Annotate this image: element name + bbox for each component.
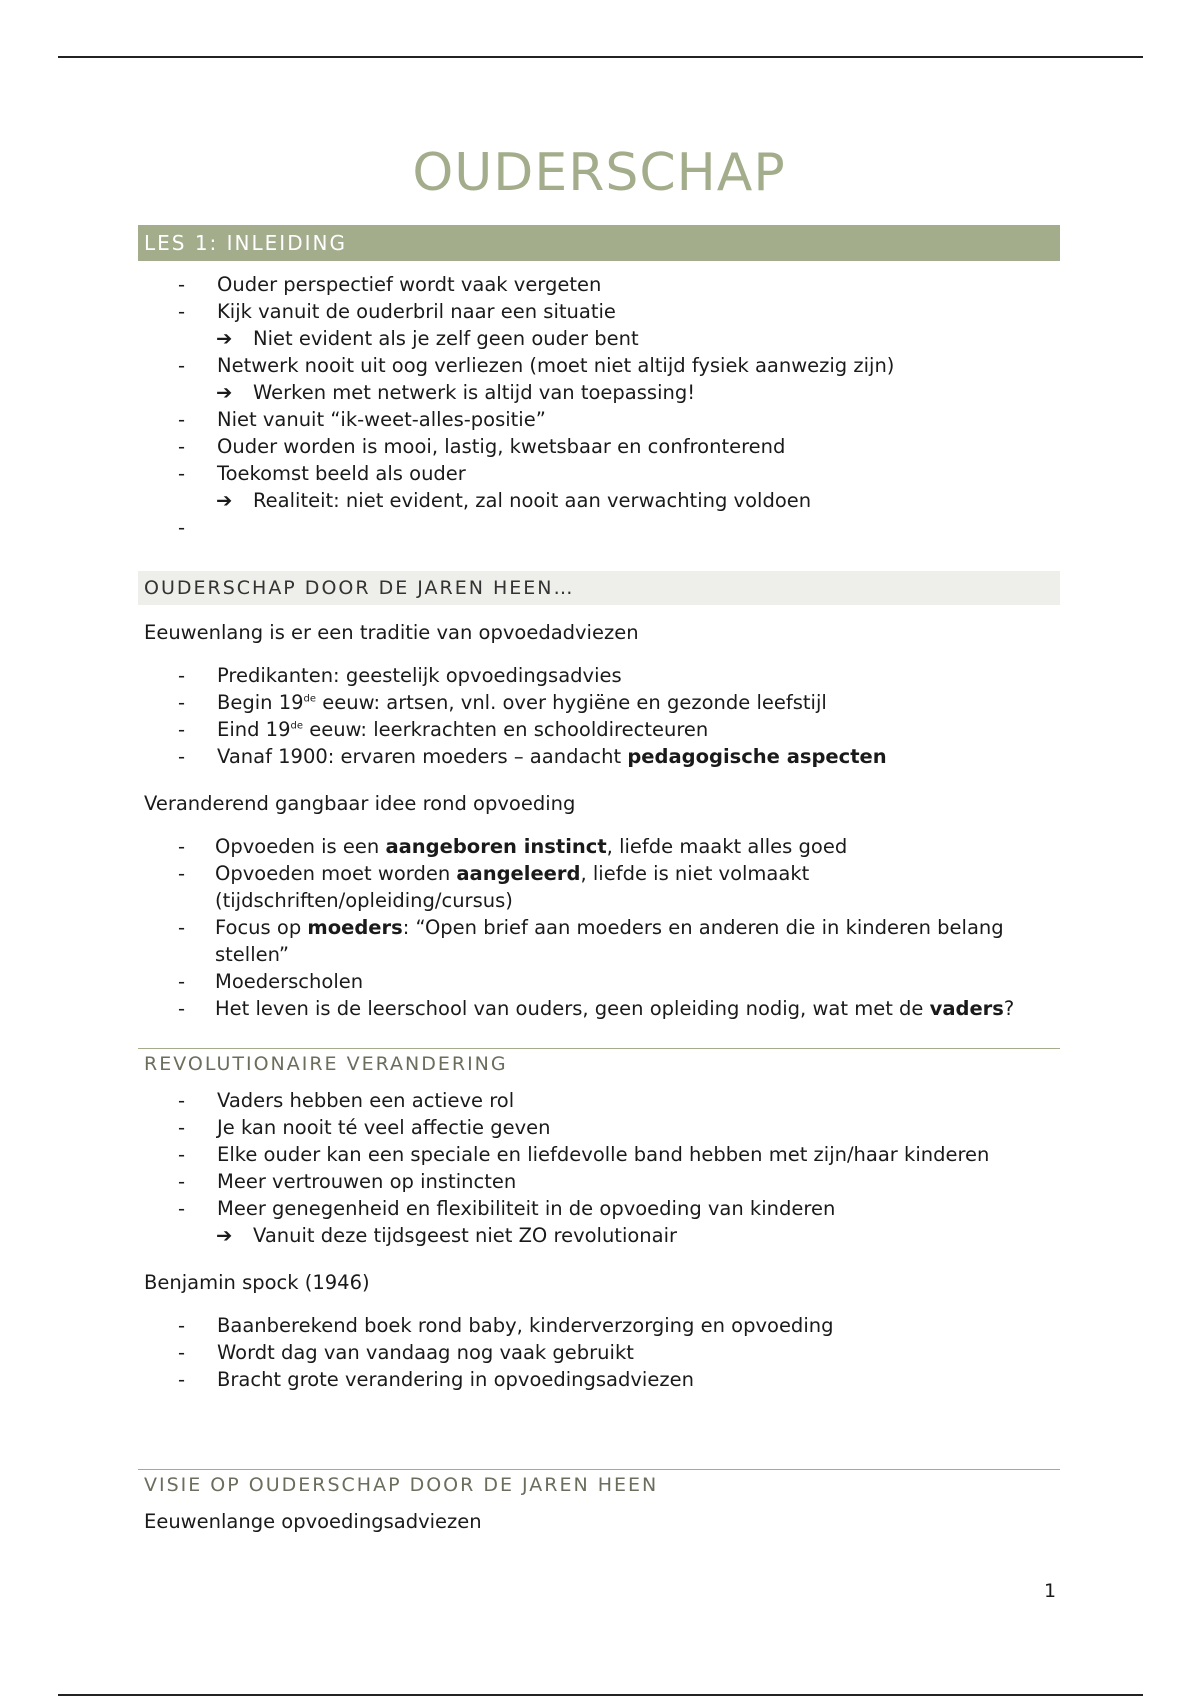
list-item: - Elke ouder kan een speciale en liefdevolle band hebben met zijn/haar kinderen: [178, 1143, 990, 1166]
page-title: OUDERSCHAP: [412, 143, 786, 203]
list-item: - Vaders hebben een actieve rol: [178, 1089, 515, 1112]
list-item-arrow: ➔ Vanuit deze tijdsgeest niet ZO revolutionair: [216, 1224, 678, 1247]
list-item: - Focus op moeders: “Open brief aan moeders en anderen die in kinderen belang stellen”: [178, 916, 1004, 966]
document-body: [138, 140, 1060, 1535]
arrow-icon: ➔: [216, 327, 233, 350]
list-item: - Het leven is de leerschool van ouders, geen opleiding nodig, wat met de vaders?: [178, 997, 1015, 1020]
list-spock: [138, 1312, 1060, 1393]
list-item: - Baanberekend boek rond baby, kinderverzorging en opvoeding: [178, 1314, 834, 1337]
list-item: - Toekomst beeld als ouder: [178, 462, 466, 485]
footer-rule: [58, 1694, 1143, 1696]
list-item: - Netwerk nooit uit oog verliezen (moet niet altijd fysiek aanwezig zijn): [178, 354, 895, 377]
arrow-icon: ➔: [216, 489, 233, 512]
list-item: - Begin 19de eeuw: artsen, vnl. over hygiëne en gezonde leefstijl: [178, 691, 827, 714]
list-jaren: [138, 662, 1060, 770]
list-item: - Meer vertrouwen op instincten: [178, 1170, 517, 1193]
heading-visie: VISIE OP OUDERSCHAP DOOR DE JAREN HEEN: [138, 1469, 1060, 1502]
arrow-icon: ➔: [216, 381, 233, 404]
arrow-icon: ➔: [216, 1224, 233, 1247]
page-number: 1: [1044, 1580, 1057, 1602]
paragraph: Benjamin spock (1946): [144, 1271, 370, 1294]
list-opvoeding: [138, 833, 1060, 1022]
heading-les1: LES 1: INLEIDING: [138, 225, 1060, 261]
list-item-arrow: ➔ Werken met netwerk is altijd van toepassing!: [216, 381, 696, 404]
list-item: - Kijk vanuit de ouderbril naar een situatie: [178, 300, 616, 323]
list-item: - Opvoeden moet worden aangeleerd, liefde is niet volmaakt (tijdschriften/opleiding/cursus): [178, 862, 810, 912]
header-rule: [58, 56, 1143, 58]
list-item: - Vanaf 1900: ervaren moeders – aandacht pedagogische aspecten: [178, 745, 887, 768]
list-item: - Opvoeden is een aangeboren instinct, liefde maakt alles goed: [178, 835, 848, 858]
list-item: - Ouder worden is mooi, lastig, kwetsbaar en confronterend: [178, 435, 786, 458]
list-item: - Meer genegenheid en flexibiliteit in de opvoeding van kinderen: [178, 1197, 836, 1220]
list-item-arrow: ➔ Niet evident als je zelf geen ouder bent: [216, 327, 639, 350]
list-item-arrow: ➔ Realiteit: niet evident, zal nooit aan verwachting voldoen: [216, 489, 812, 512]
paragraph: Veranderend gangbaar idee rond opvoeding: [144, 792, 576, 815]
list-item: - Je kan nooit té veel affectie geven: [178, 1116, 551, 1139]
list-item: - Wordt dag van vandaag nog vaak gebruikt: [178, 1341, 634, 1364]
list-item: - Predikanten: geestelijk opvoedingsadvies: [178, 664, 622, 687]
list-les1: [138, 271, 1060, 541]
list-revolutie: [138, 1087, 1060, 1249]
list-item: - Bracht grote verandering in opvoedingsadviezen: [178, 1368, 694, 1391]
list-item: - Moederscholen: [178, 970, 364, 993]
paragraph: Eeuwenlange opvoedingsadviezen: [144, 1510, 482, 1533]
list-item: - Niet vanuit “ik-weet-alles-positie”: [178, 408, 546, 431]
paragraph: Eeuwenlang is er een traditie van opvoedadviezen: [144, 621, 639, 644]
heading-jaren: OUDERSCHAP DOOR DE JAREN HEEN…: [138, 571, 1060, 605]
list-item: - Ouder perspectief wordt vaak vergeten: [178, 273, 602, 296]
list-item-empty: -: [178, 516, 186, 539]
heading-revolutie: REVOLUTIONAIRE VERANDERING: [138, 1048, 1060, 1081]
list-item: - Eind 19de eeuw: leerkrachten en schooldirecteuren: [178, 718, 709, 741]
